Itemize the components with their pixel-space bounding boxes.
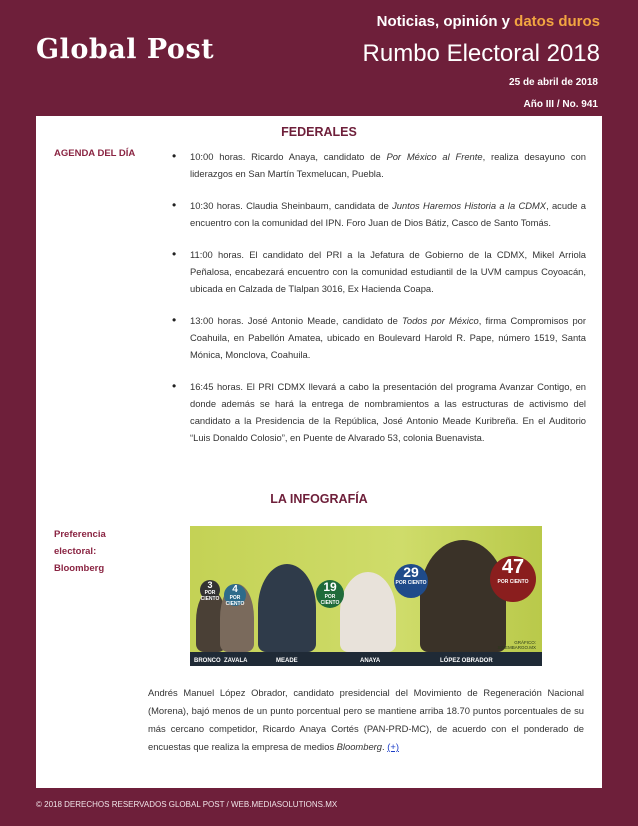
percent-badge: 19 POR CIENTO [316,580,344,608]
section-title-infografia: LA INFOGRAFÍA [270,492,368,506]
percent-badge: 4 POR CIENTO [225,584,245,607]
agenda-item: • 13:00 horas. José Antonio Meade, candidato de Todos por México, firma Compromisos por Coahuila, en Pabellón Amatea, ubicado en Boulevard Harold R. Pape, número 1519, Santa Mónica, Monclova, Coahuila. [172,312,586,363]
candidate-photo [258,564,316,652]
agenda-item: • 10:30 horas. Claudia Sheinbaum, candidata de Juntos Haremos Historia a la CDMX, acude a encuentro con la comunidad del IPN. Foro Juan de Dios Bátiz, Casco de Santo Tomás. [172,197,586,231]
content-page [36,116,602,788]
read-more-link[interactable]: (+) [387,741,399,752]
section-title-federales: FEDERALES [281,125,357,139]
percent-badge: 3 POR CIENTO [200,580,220,602]
agenda-item: • 11:00 horas. El candidato del PRI a la Jefatura de Gobierno de la CDMX, Mikel Arriola Peñalosa, encabezará encuentro con la comunidad estudiantil de la UVM campus Coyoacán, ubicada en Calzada de Tlalpan 3016, Ex Hacienda Coapa. [172,246,586,297]
candidate-name: LÓPEZ OBRADOR [440,658,493,664]
candidate-name: ZAVALA [224,658,248,664]
header [0,0,638,118]
tagline [377,13,600,30]
issue-number: Año III / No. 941 [523,99,598,110]
agenda-item: • 10:00 horas. Ricardo Anaya, candidato de Por México al Frente, realiza desayuno con liderazgos en San Martín Texmelucan, Puebla. [172,148,586,182]
candidate-photo [340,572,396,652]
issue-date: 25 de abril de 2018 [509,77,598,88]
candidate-names-bar [190,652,542,666]
infographic-image [190,526,542,666]
percent-badge: 47 POR CIENTO [490,556,536,602]
agenda-label: AGENDA DEL DÍA [54,148,136,159]
tagline-main: Noticias, opinión y [376,13,515,30]
candidate-name: BRONCO [194,658,221,664]
candidate-name: ANAYA [360,658,381,664]
tagline-accent: datos duros [514,13,600,30]
infographic-description: Andrés Manuel López Obrador, candidato presidencial del Movimiento de Regeneración Nacional (Morena), bajó menos de un punto porcentual pero se mantiene arriba 18.70 puntos porcentuales de su más cercano competidor, Ricardo Anaya Cortés (PAN-PRD-MC), de acuerdo con el ponderado de encuestas que realiza la empresa de medios Bloomberg. (+) [148,687,584,752]
agenda-item: • 16:45 horas. El PRI CDMX llevará a cabo la presentación del programa Avanzar Contigo, en donde además se hará la entrega de nombramientos a las estructuras de activismo del candidato a la Presidencia de la República, José Antonio Meade Kuribreña. En el Auditorio “Luis Donaldo Colosio”, en Puente de Alvarado 53, colonia Buenavista. [172,378,586,446]
agenda-list [172,148,586,461]
publication-subtitle: Rumbo Electoral 2018 [362,40,600,67]
percent-badge: 29 POR CIENTO [394,564,428,598]
footer-copyright: © 2018 DERECHOS RESERVADOS GLOBAL POST / WEB.MEDIASOLUTIONS.MX [36,800,338,809]
candidate-name: MEADE [276,658,298,664]
logo: Global Post [36,34,215,65]
graphic-credit: GRÁFICO: SINEMBARGO.MX [497,640,536,650]
infographic-label: Preferencia electoral: Bloomberg [54,529,106,574]
